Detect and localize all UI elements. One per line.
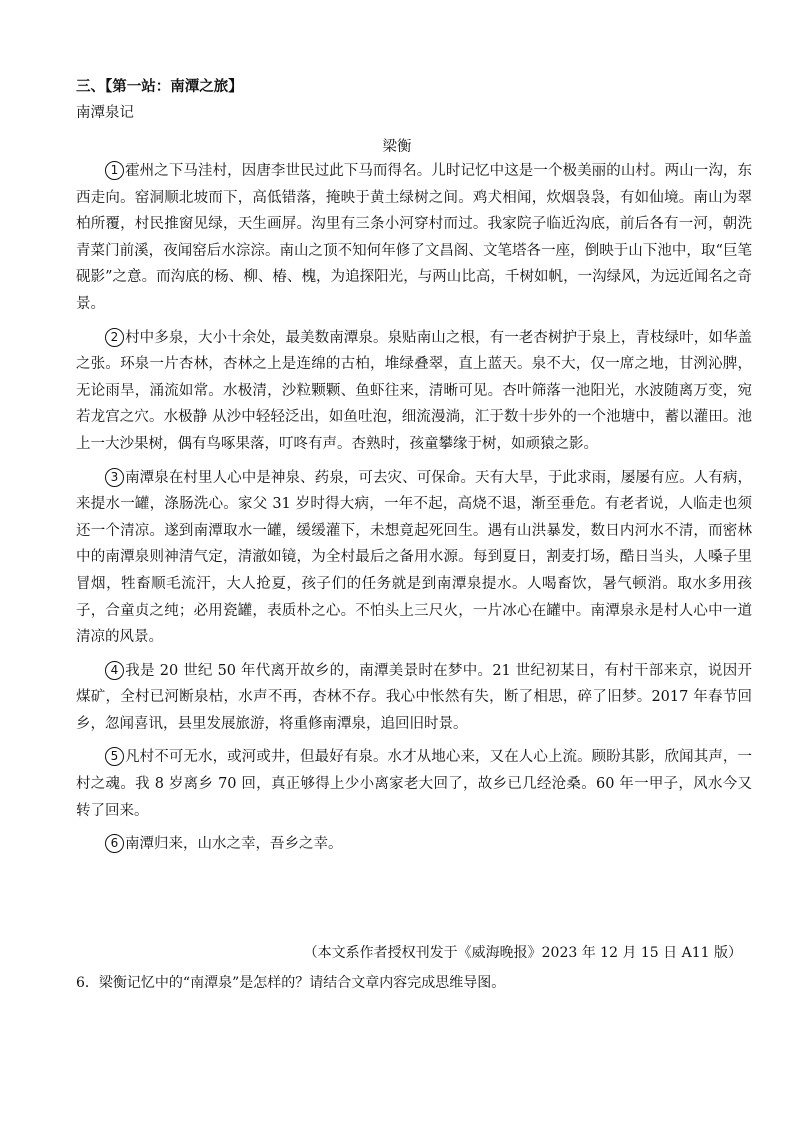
section-heading: 三、【第一站：南潭之旅】 [76, 79, 243, 95]
paragraph-number: 5 [105, 747, 124, 766]
paragraph-text: 凡村不可无水，或河或井，但最好有泉。水才从地心来，又在人心上流。顾盼其影，欣闻其声，一村之魂。我 8 岁离乡 70 回，真正够得上少小离家老大回了，故乡已几经沧桑。60 年一甲子，风水今又转了回来。 [76, 749, 752, 819]
paragraph-5 [76, 744, 752, 824]
paragraph-text: 南潭泉在村里人心中是神泉、药泉，可去灾、可保命。天有大旱，于此求雨，屡屡有应。人有病，来提水一罐，涤肠洗心。家父 31 岁时得大病，一年不起，高烧不退，渐至垂危。有老者说，人临走也须还一个清凉。遂到南潭取水一罐，缓缓灌下，未想竟起死回生。遇有山洪暴发，数日内河水不清，而密林中的南潭泉则神清气定，清澈如镜，为全村最后之备用水源。每到夏日，割麦打场，酷日当头，人嗓子里冒烟，牲畜顺毛流汗，大人抢夏，孩子们的任务就是到南潭泉提水。人喝畜饮，暑气顿消。取水多用孩子，合童贞之纯；必用瓷罐，表质朴之心。不怕头上三尺火，一片冰心在罐中。南潭泉永是村人心中一道清凉的风景。 [76, 469, 752, 646]
paragraph-6 [76, 831, 752, 858]
author-name: 梁衡 [382, 139, 412, 155]
paragraph-number: 3 [105, 468, 124, 487]
paragraph-3 [76, 465, 752, 651]
paragraph-2 [76, 325, 752, 458]
question-6: 6．梁衡记忆中的“南潭泉”是怎样的？请结合文章内容完成思维导图。 [76, 975, 506, 991]
paragraph-text: 南潭归来，山水之幸，吾乡之幸。 [125, 836, 343, 853]
paragraph-text: 村中多泉，大小十余处，最美数南潭泉。泉贴南山之根，有一老杏树护于泉上，青枝绿叶，如华盖之张。环泉一片杏林，杏林之上是连绵的古柏，堆绿叠翠，直上蓝天。泉不大，仅一席之地，甘洌沁脾，无论雨旱，涌流如常。水极清，沙粒颗颗、鱼虾往来，清晰可见。杏叶筛落一池阳光，水波随离万变，宛若龙宫之穴。水极静 从沙中轻轻泛出，如鱼吐泡，细流漫淌，汇于数十步外的一个池塘中，蓄以灌田。池上一大沙果树，偶有鸟啄果落，叮咚有声。杏熟时，孩童攀缘于树，如顽猿之影。 [76, 329, 752, 452]
paragraph-text: 我是 20 世纪 50 年代离开故乡的，南潭美景时在梦中。21 世纪初某日，有村干部来京，说因开煤矿，全村已河断泉枯，水声不再，杏林不存。我心中怅然有失，断了相思，碎了旧梦。2017 年春节回乡，忽闻喜讯，县里发展旅游，将重修南潭泉，追回旧时景。 [76, 662, 752, 732]
paragraph-1 [76, 158, 752, 318]
source-note: （本文系作者授权刊发于《威海晚报》2023 年 12 月 15 日 A11 版） [303, 945, 742, 961]
paragraph-text: 霍州之下马洼村，因唐李世民过此下马而得名。儿时记忆中这是一个极美丽的山村。两山一沟，东西走向。窑洞顺北坡而下，高低错落，掩映于黄土绿树之间。鸡犬相闻，炊烟袅袅，有如仙境。南山为翠柏所覆，村民推窗见绿，天生画屏。沟里有三条小河穿村而过。我家院子临近沟底，前后各有一河，朝洗青菜门前溪，夜闻窑后水淙淙。南山之顶不知何年修了文昌阁、文笔塔各一座，倒映于山下池中，取“巨笔砚影”之意。而沟底的杨、柳、椿、槐，为追探阳光，与两山比高，千树如帆，一沟绿风，为远近闻名之奇景。 [76, 163, 752, 312]
paragraph-4 [76, 658, 752, 738]
paragraph-number: 2 [105, 328, 124, 347]
article-body [76, 158, 752, 858]
paragraph-number: 4 [105, 661, 124, 680]
paragraph-number: 1 [105, 161, 124, 180]
paragraph-number: 6 [105, 834, 124, 853]
article-title: 南潭泉记 [76, 105, 134, 121]
